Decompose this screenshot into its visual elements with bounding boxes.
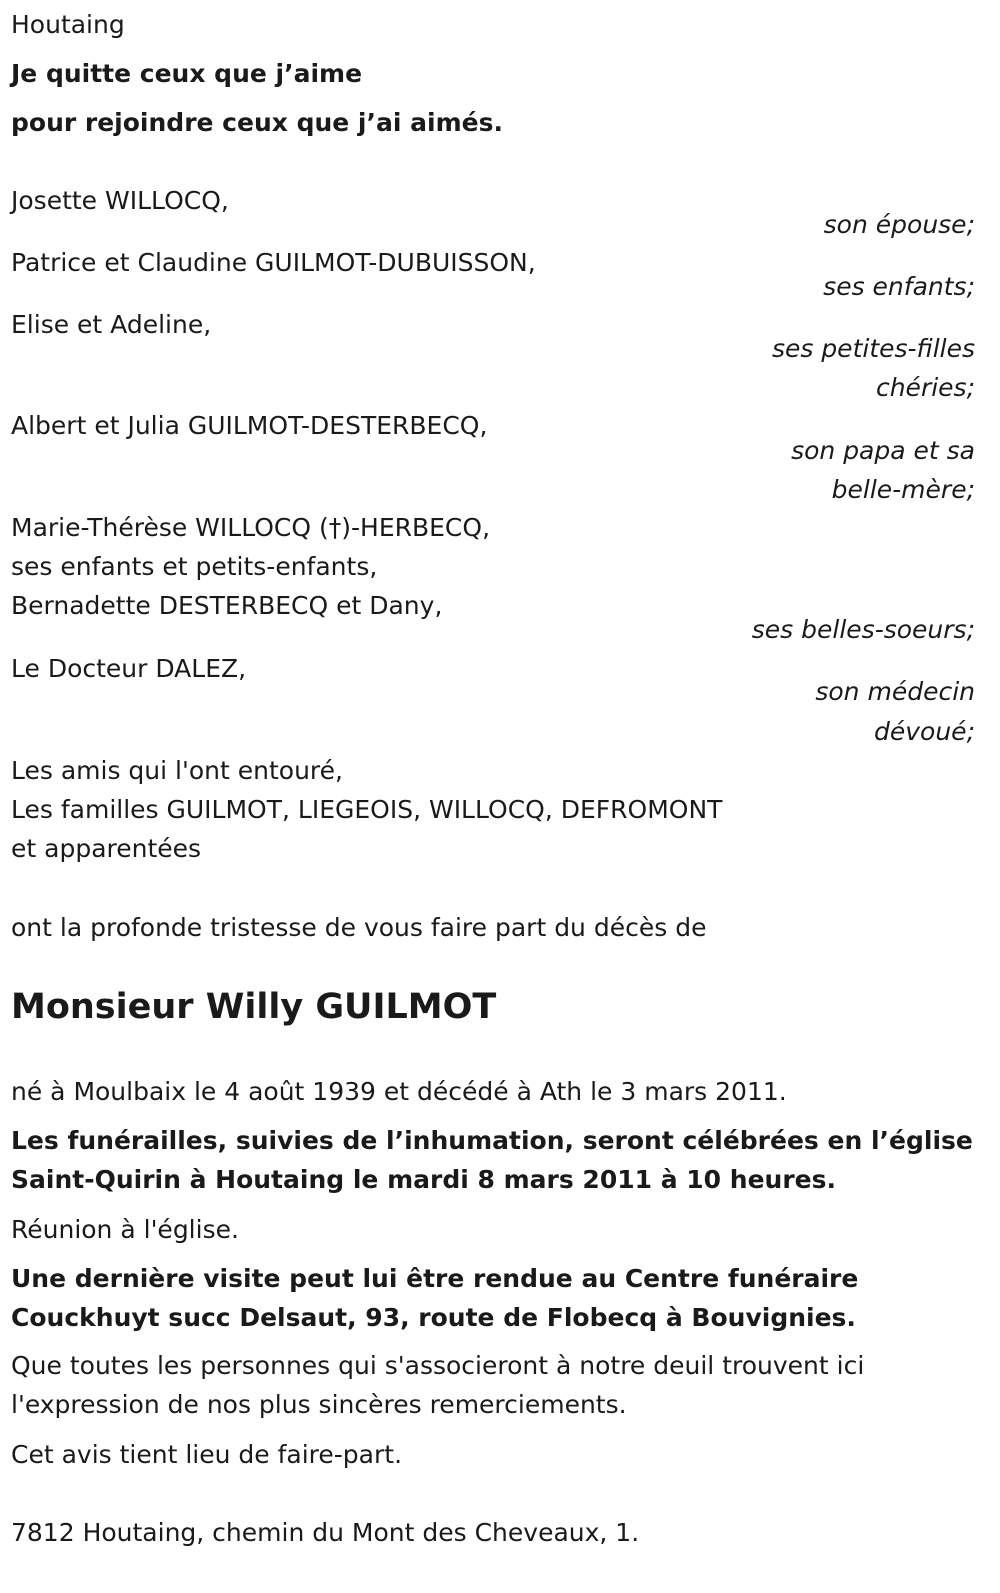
place-heading: Houtaing — [11, 10, 125, 39]
thanks-line-1: Que toutes les personnes qui s'associeront à notre deuil trouvent ici — [11, 1351, 865, 1380]
family-name-5a: Marie-Thérèse WILLOCQ (†)-HERBECQ, — [11, 513, 491, 542]
notice: Cet avis tient lieu de faire-part. — [11, 1440, 403, 1469]
others-line-2: Les familles GUILMOT, LIEGEOIS, WILLOCQ, DEFROMONT — [11, 795, 723, 824]
quote-line-1: Je quitte ceux que j’aime — [11, 59, 363, 88]
visit-line-1: Une dernière visite peut lui être rendue au Centre funéraire — [11, 1264, 859, 1293]
family-relation-1: son épouse; — [823, 210, 975, 239]
family-relation-4a: son papa et sa — [791, 436, 975, 465]
family-relation-3a: ses petites-filles — [771, 334, 975, 363]
announcement: ont la profonde tristesse de vous faire part du décès de — [11, 913, 707, 942]
quote-line-2: pour rejoindre ceux que j’ai aimés. — [11, 108, 503, 137]
family-name-3: Elise et Adeline, — [11, 310, 212, 339]
family-name-5c: Bernadette DESTERBECQ et Dany, — [11, 591, 443, 620]
family-name-1: Josette WILLOCQ, — [11, 186, 229, 215]
others-line-3: et apparentées — [11, 834, 202, 863]
family-name-2: Patrice et Claudine GUILMOT-DUBUISSON, — [11, 248, 536, 277]
family-relation-6a: son médecin — [815, 677, 975, 706]
deceased-name: Monsieur Willy GUILMOT — [11, 987, 497, 1027]
family-relation-6b: dévoué; — [874, 717, 975, 746]
family-relation-3b: chéries; — [875, 373, 975, 402]
funeral-line-2: Saint-Quirin à Houtaing le mardi 8 mars 2011 à 10 heures. — [11, 1165, 836, 1194]
family-relation-4b: belle-mère; — [831, 475, 975, 504]
funeral-line-1: Les funérailles, suivies de l’inhumation, seront célébrées en l’église — [11, 1126, 973, 1155]
others-line-1: Les amis qui l'ont entouré, — [11, 756, 343, 785]
address: 7812 Houtaing, chemin du Mont des Cheveaux, 1. — [11, 1518, 640, 1547]
visit-line-2: Couckhuyt succ Delsaut, 93, route de Flobecq à Bouvignies. — [11, 1303, 856, 1332]
family-name-5b: ses enfants et petits-enfants, — [11, 552, 378, 581]
family-name-6: Le Docteur DALEZ, — [11, 654, 247, 683]
family-relation-2: ses enfants; — [823, 272, 975, 301]
family-name-4: Albert et Julia GUILMOT-DESTERBECQ, — [11, 411, 488, 440]
thanks-line-2: l'expression de nos plus sincères remerciements. — [11, 1390, 627, 1419]
family-relation-5: ses belles-soeurs; — [751, 615, 975, 644]
meeting: Réunion à l'église. — [11, 1215, 239, 1244]
birth-death: né à Moulbaix le 4 août 1939 et décédé à Ath le 3 mars 2011. — [11, 1077, 787, 1106]
